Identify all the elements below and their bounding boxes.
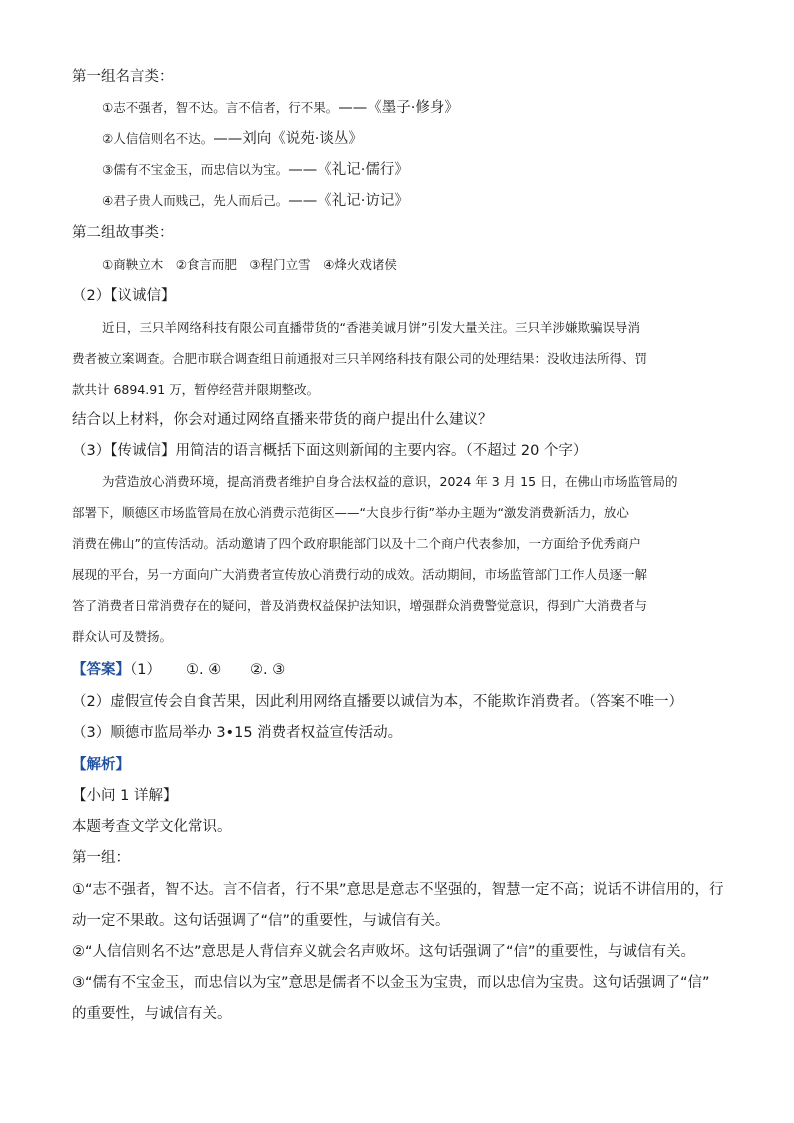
analysis-group-label: 第一组： <box>72 850 130 866</box>
analysis-line-3: ②“人信信则名不达”意思是人背信弃义就会名声败坏。这句话强调了“信”的重要性，与诚信有关。 <box>72 944 696 960</box>
group1-heading: 第一组名言类： <box>72 69 174 85</box>
answer-line-1 <box>72 660 161 680</box>
quote-2 <box>102 129 363 149</box>
q2-material-line-2: 费者被立案调查。合肥市联合调查组日前通报对三只羊网络科技有限公司的处理结果：没收违法所得、罚 <box>72 351 648 366</box>
q2-question: 结合以上材料，你会对通过网络直播来带货的商户提出什么建议？ <box>72 412 493 428</box>
analysis-sub-label: 【小问 1 详解】 <box>72 788 178 804</box>
analysis-line-4: ③“儒有不宝金玉，而忠信以为宝”意思是儒者不以金玉为宝贵，而以忠信为宝贵。这句话强调了“信” <box>72 975 710 991</box>
quote-1-source: ——《墨子·修身》 <box>338 100 459 116</box>
answer-1-b: ②. ③ <box>250 662 286 678</box>
quote-3-source: ——《礼记·儒行》 <box>288 162 409 178</box>
quote-3 <box>102 160 409 180</box>
analysis-label: 【解析】 <box>72 757 130 773</box>
q3-header <box>72 441 587 461</box>
q2-material-line-1: 近日，三只羊网络科技有限公司直播带货的“香港美诚月饼”引发大量关注。三只羊涉嫌欺骗误导消 <box>102 320 640 335</box>
q3-news-line-2: 部署下，顺德区市场监管局在放心消费示范街区——“大良步行街”举办主题为“激发消费新活力，放心 <box>72 505 629 520</box>
analysis-line-5: 的重要性，与诚信有关。 <box>72 1006 232 1022</box>
quote-2-source: ——刘向《说苑·谈丛》 <box>213 131 363 147</box>
analysis-line-1: ①“志不强者，智不达。言不信者，行不果”意思是意志不坚强的，智慧一定不高；说话不讲信用的，行 <box>72 882 724 898</box>
quote-1-text: ①志不强者，智不达。言不信者，行不果。 <box>102 100 339 115</box>
quote-4-text: ④君子贵人而贱己，先人而后己。 <box>102 193 289 208</box>
q3-news-line-3: 消费在佛山”的宣传活动。活动邀请了四个政府职能部门以及十二个商户代表参加，一方面给予优秀商户 <box>72 536 641 551</box>
q3-tag: （3）【传诚信】 <box>72 443 176 459</box>
q3-news-line-6: 群众认可及赞扬。 <box>72 629 173 644</box>
group2-stories: ①商鞅立木 ②食言而肥 ③程门立雪 ④烽火戏诸侯 <box>102 257 397 272</box>
answer-label: 【答案】 <box>72 662 130 678</box>
quote-3-text: ③儒有不宝金玉，而忠信以为宝。 <box>102 162 289 177</box>
group2-heading: 第二组故事类： <box>72 225 174 241</box>
q3-news-line-5: 答了消费者日常消费存在的疑问，普及消费权益保护法知识，增强群众消费警觉意识，得到广大消费者与 <box>72 598 648 613</box>
quote-4 <box>102 191 409 211</box>
answer-1-a: ①. ④ <box>186 662 222 678</box>
quote-4-source: ——《礼记·访记》 <box>288 193 409 209</box>
q3-instruction: 用简洁的语言概括下面这则新闻的主要内容。（不超过 20 个字） <box>175 443 588 459</box>
analysis-line-2: 动一定不果敢。这句话强调了“信”的重要性，与诚信有关。 <box>72 913 450 929</box>
answer-1-prefix: （1） <box>130 662 161 678</box>
q3-news-line-1: 为营造放心消费环境，提高消费者维护自身合法权益的意识，2024 年 3 月 15 日，在佛山市场监管局的 <box>102 474 678 489</box>
quote-1 <box>102 98 459 118</box>
answer-line-3: （3）顺德市监局举办 3•15 消费者权益宣传活动。 <box>72 725 403 741</box>
analysis-intro: 本题考查文学文化常识。 <box>72 819 232 835</box>
q2-material-line-3: 款共计 6894.91 万，暂停经营并限期整改。 <box>72 382 320 397</box>
answer-line-2: （2）虚假宣传会自食苦果，因此利用网络直播要以诚信为本，不能欺诈消费者。（答案不唯一） <box>72 694 683 710</box>
q2-tag: （2）【议诚信】 <box>72 288 176 304</box>
quote-2-text: ②人信信则名不达。 <box>102 131 214 146</box>
q3-news-line-4: 展现的平台，另一方面向广大消费者宣传放心消费行动的成效。活动期间，市场监管部门工作人员逐一解 <box>72 567 648 582</box>
